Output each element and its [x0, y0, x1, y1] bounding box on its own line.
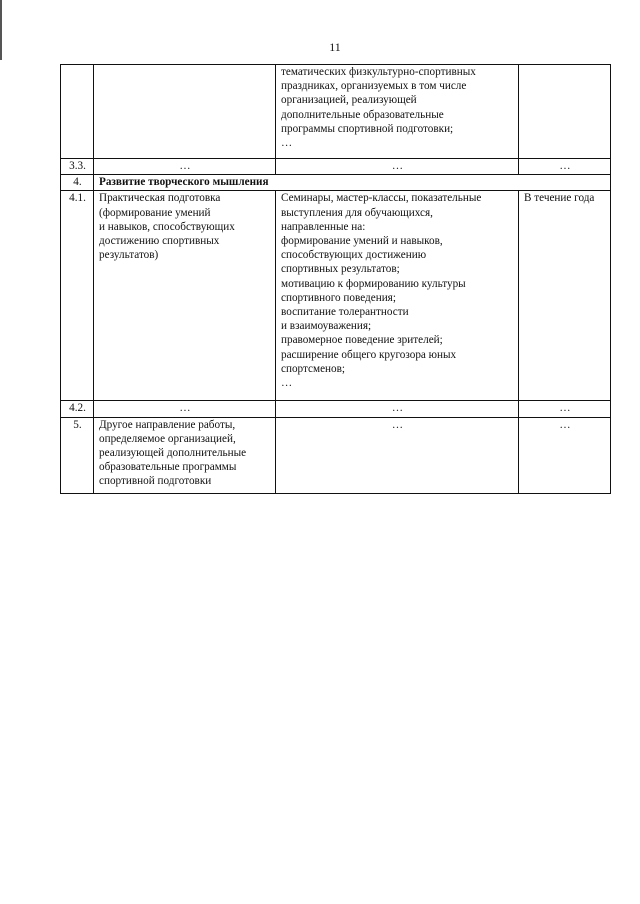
- row-number-cell: 3.3.: [61, 159, 94, 175]
- direction-cell: …: [94, 159, 276, 175]
- period-cell: [519, 65, 611, 159]
- table-row-4-2: [61, 401, 611, 417]
- row-number-cell: 5.: [61, 417, 94, 493]
- activities-cell: …: [276, 401, 519, 417]
- row-number-cell: 4.2.: [61, 401, 94, 417]
- table-row-4-heading: [61, 175, 611, 191]
- row-number-cell: 4.: [61, 175, 94, 191]
- direction-cell: Практическая подготовка (формирование умений и навыков, способствующих достижению спортивных результатов): [94, 191, 276, 401]
- activities-table: [60, 64, 611, 494]
- page-number: 11: [329, 40, 341, 54]
- activities-cell: …: [276, 159, 519, 175]
- activities-cell: …: [276, 417, 519, 493]
- period-cell: …: [519, 401, 611, 417]
- direction-cell: [94, 65, 276, 159]
- section-heading-cell: Развитие творческого мышления: [94, 175, 611, 191]
- period-cell: …: [519, 417, 611, 493]
- period-cell: В течение года: [519, 191, 611, 401]
- row-number-cell: [61, 65, 94, 159]
- period-cell: …: [519, 159, 611, 175]
- activities-cell: Семинары, мастер-классы, показательные выступления для обучающихся, направленные на: формирование умений и навыков, способствующих достижению спортивных результатов; мотивацию к формированию культуры спортивного поведения; воспитание толерантности и взаимоуважения; правомерное поведение зрителей; расширение общего кругозора юных спортсменов; …: [276, 191, 519, 401]
- direction-cell: Другое направление работы, определяемое организацией, реализующей дополнительные образовательные программы спортивной подготовки: [94, 417, 276, 493]
- direction-cell: …: [94, 401, 276, 417]
- activities-cell: тематических физкультурно-спортивных праздниках, организуемых в том числе организацией, реализующей дополнительные образовательные программы спортивной подготовки; …: [276, 65, 519, 159]
- table-row-continuation: [61, 65, 611, 159]
- table-row-4-1: [61, 191, 611, 401]
- table-row-5: [61, 417, 611, 493]
- row-number-cell: 4.1.: [61, 191, 94, 401]
- table-row-3-3: [61, 159, 611, 175]
